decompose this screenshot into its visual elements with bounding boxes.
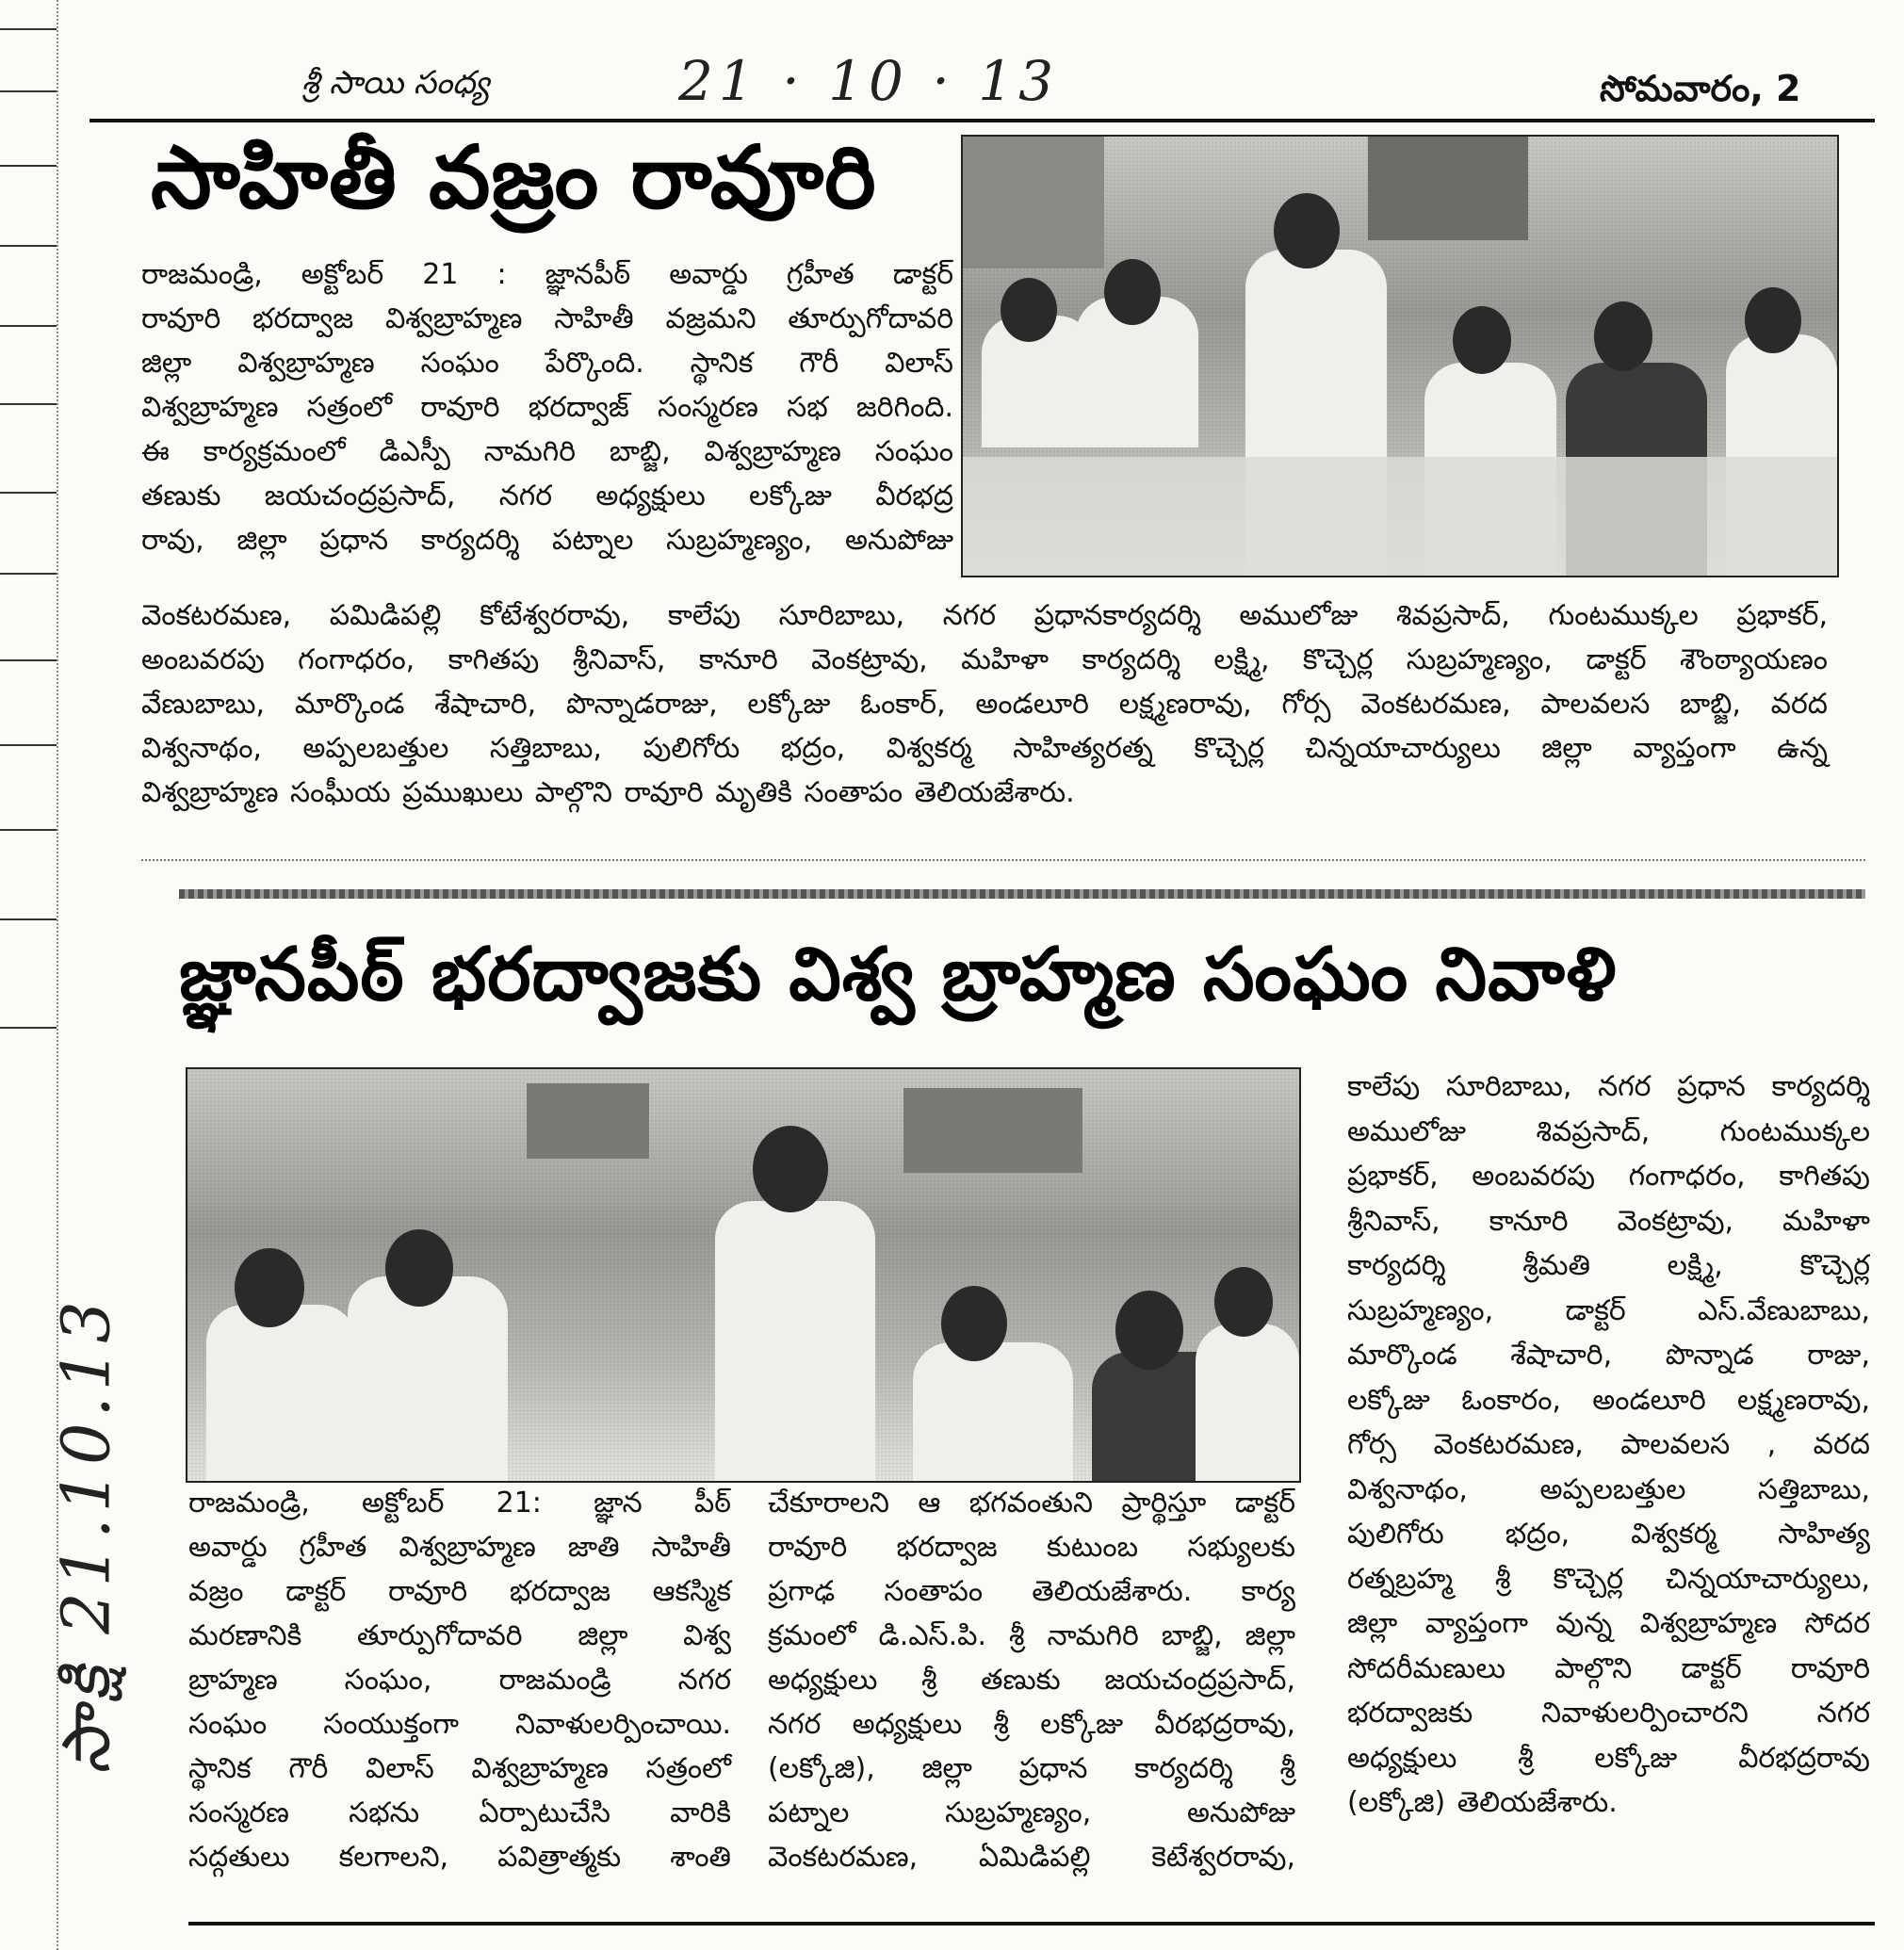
article-one-line: వెంకటరమణ, పమిడిపల్లి కోటేశ్వరరావు, కాలేపు సూరిబాబు, నగర ప్రధానకార్యదర్శి అములోజు శివప్రసాద్, గుంటముక్కల ప్రభాకర్, [141,599,1828,632]
article-two-line: క్రమంలో డి.ఎస్.పి. శ్రీ నామగిరి బాబ్జి, జిల్లా [768,1619,1295,1652]
article-two-line: అధ్యక్షులు శ్రీ తణుకు జయచంద్రప్రసాద్, [768,1664,1295,1697]
article-one-line: రావు, జిల్లా ప్రధాన కార్యదర్శి పట్నాల సుబ్రహ్మణ్యం, అనుపోజు [141,524,953,557]
photo-person [1104,259,1161,325]
article-one-headline: సాహితీ వజ్రం రావూరి [151,127,877,228]
photo-person [1745,287,1801,353]
article-two-line: బ్రాహ్మణ సంఘం, రాజమండ్రి నగర [188,1664,731,1697]
margin-tick [0,28,57,30]
handwritten-date: 21 · 10 · 13 [678,49,1060,113]
photo-person [753,1126,828,1212]
article-two-column-1 [188,1481,731,1879]
photo-wall-frame [903,1088,1082,1173]
margin-tick [0,918,57,920]
photo-wall-frame [527,1083,649,1159]
margin-tick [0,573,57,575]
margin-tick [0,90,57,92]
article-two-line: (లక్కోజి), జిల్లా ప్రధాన కార్యదర్శి శ్రీ [768,1752,1295,1785]
article-two-line: అములోజు శివప్రసాద్, గుంటముక్కల [1347,1114,1870,1148]
article-one-line: జిల్లా విశ్వబ్రాహ్మణ సంఘం పేర్కొంది. స్థానిక గౌరీ విలాస్ [141,347,953,380]
article-two-line: (లక్కోజి) తెలియజేశారు. [1347,1786,1618,1819]
article-two-line: విశ్వనాథం, అప్పలబత్తుల సత్తిబాబు, [1347,1472,1870,1506]
photo-person [1001,278,1057,342]
photo-person [1594,301,1652,371]
article-two-line: వెంకటరమణ, ఏమిడిపల్లి కెటేశ్వరరావు, [768,1841,1295,1874]
article-two-line: అధ్యక్షులు శ్రీ లక్కోజు వీరభద్రరావు [1347,1741,1870,1775]
article-two-line: సుబ్రహ్మణ్యం, డాక్టర్ ఎస్.వేణుబాబు, [1347,1293,1870,1327]
article-two-photo [186,1067,1301,1483]
margin-tick [0,245,57,247]
photo-person [1196,1324,1299,1481]
article-two-line: గోర్స వెంకటరమణ, పాలవలస , వరద [1347,1428,1870,1461]
photo-person [1274,193,1340,268]
article-two-column-3 [1347,1064,1870,1826]
photo-person [206,1305,357,1481]
photo-person [1115,1291,1183,1370]
bottom-rule [188,1922,1875,1926]
day-and-page: సోమవారం, 2 [1600,68,1801,109]
photo-person [941,1286,1007,1361]
article-one-line: తణుకు జయచంద్రప్రసాద్, నగర అధ్యక్షులు లక్కోజు వీరభద్ర [141,479,953,512]
photo-person [1453,306,1511,374]
article-two-line: కాలేపు సూరిబాబు, నగర ప్రధాన కార్యదర్శి [1347,1070,1870,1103]
article-two-line: అవార్డు గ్రహీత విశ్వబ్రాహ్మణ జాతి సాహితీ [188,1531,731,1564]
article-one-line: రావూరి భరద్వాజ విశ్వబ్రాహ్మణ సాహితీ వజ్రమని తూర్పుగోదావరి [141,302,953,335]
article-one-line: విశ్వబ్రాహ్మణ సంఘీయ ప్రముఖులు పాల్గొని రావూరి మృతికి సంతాపం తెలియజేశారు. [141,776,1075,809]
handwritten-margin-note: సాక్షి 21.10.13 [47,1295,125,1775]
article-one-intro [141,252,953,562]
newspaper-name: శ్రీ సాయి సంధ్య [301,64,490,102]
article-one-line: ఈ కార్యక్రమంలో డిఎస్పీ నామగిరి బాబ్జి, విశ్వబ్రాహ్మణ సంఘం [141,435,953,468]
article-one-photo [961,135,1839,577]
article-two-line: పట్నాల సుబ్రహ్మణ్యం, అనుపోజు [768,1796,1295,1829]
article-two-line: మార్కొండ శేషాచారి, పొన్నాడ రాజు, [1347,1339,1870,1372]
article-one-line: విశ్వనాథం, అప్పలబత్తుల సత్తిబాబు, పులిగోరు భద్రం, విశ్వకర్మ సాహిత్యరత్న కొచ్చెర్ల చిన్నయాచార్యులు జిల్లా వ్యాప్తంగా ఉన్న [141,732,1828,765]
article-two-line: సంఘం సంయుక్తంగా నివాళులర్పించాయి. [188,1708,731,1741]
article-two-line: పులిగోరు భద్రం, విశ్వకర్మ సాహిత్య [1347,1518,1870,1551]
article-one-line: విశ్వబ్రాహ్మణ సత్రంలో రావూరి భరద్వాజ్ సంస్మరణ సభ జరిగింది. [141,391,953,424]
margin-tick [0,165,57,167]
article-two-line: రావూరి భరద్వాజ కుటుంబ సభ్యులకు [768,1531,1295,1564]
margin-tick [0,744,57,746]
photo-person [913,1342,1073,1481]
photo-person [235,1248,304,1327]
article-two-column-2 [768,1481,1295,1879]
photo-table [963,457,1837,576]
photo-person [348,1276,508,1481]
article-one-line: రాజమండ్రి, అక్టోబర్ 21 : జ్ఞానపీఠ్ అవార్డు గ్రహీత డాక్టర్ [141,258,953,291]
article-one-line: అంబవరపు గంగాధరం, కాగితపు శ్రీనివాస్, కానూరి వెంకట్రావు, మహిళా కార్యదర్శి లక్ష్మి, కొచ్చెర్ల సుబ్రహ్మణ్యం, డాక్టర్ శౌంఠ్యాయణం [141,643,1828,676]
article-two-line: రత్నబ్రహ్మ శ్రీ కొచ్చెర్ల చిన్నయాచార్యులు, [1347,1562,1870,1596]
article-one-line: వేణుబాబు, మార్కొండ శేషాచారి, పొన్నాడరాజు, లక్కోజు ఓంకార్, అండలూరి లక్ష్మణరావు, గోర్స వెంకటరమణ, పాలవలస బాబ్జి, వరద [141,688,1828,721]
article-two-line: స్థానిక గౌరీ విలాస్ విశ్వబ్రాహ్మణ సత్రంలో [188,1752,731,1785]
article-two-line: శ్రీనివాస్, కానూరి వెంకట్రావు, మహిళా [1347,1204,1870,1238]
article-two-line: చేకూరాలని ఆ భగవంతుని ప్రార్థిస్తూ డాక్టర్ [768,1487,1295,1519]
photo-person [385,1229,453,1307]
margin-tick [0,403,57,405]
article-two-line: నగర అధ్యక్షులు శ్రీ లక్కోజు వీరభద్రరావు, [768,1708,1295,1741]
article-one-body [141,593,1828,815]
article-two-line: రాజమండ్రి, అక్టోబర్ 21: జ్ఞాన పీఠ్ [188,1487,731,1519]
article-two-line: ప్రభాకర్, అంబవరపు గంగాధరం, కాగితపు [1347,1160,1870,1193]
article-two-top-band [179,889,1865,899]
margin-tick [0,325,57,327]
article-two-line: కార్యదర్శి శ్రీమతి లక్ష్మి, కొచ్చెర్ల [1347,1249,1870,1282]
photo-person [1214,1267,1273,1337]
masthead-rule [90,119,1875,122]
article-divider [141,859,1865,861]
photo-person [715,1201,875,1481]
article-two-headline: జ్ఞానపీఠ్ భరద్వాజకు విశ్వ బ్రాహ్మణ సంఘం నివాళి [179,933,1618,1017]
article-two-line: సద్గతులు కలగాలని, పవిత్రాత్మకు శాంతి [188,1841,731,1874]
article-two-line: సంస్మరణ సభను ఏర్పాటుచేసి వారికి [188,1796,731,1829]
article-two-line: వజ్రం డాక్టర్ రావూరి భరద్వాజ ఆకస్మిక [188,1575,731,1608]
article-two-line: ప్రగాఢ సంతాపం తెలియజేశారు. కార్య [768,1575,1295,1608]
photo-wall-frame [1368,137,1528,240]
article-two-line: భరద్వాజకు నివాళులర్పించారని నగర [1347,1697,1870,1730]
article-two-line: సోదరీమణులు పాల్గొని డాక్టర్ రావూరి [1347,1651,1870,1685]
margin-tick [0,659,57,661]
margin-tick [0,492,57,494]
margin-tick [0,1027,57,1029]
photo-wall-frame [963,137,1104,268]
article-two-line: లక్కోజు ఓంకారం, అండలూరి లక్ష్మణరావు, [1347,1383,1870,1417]
article-two-line: జిల్లా వ్యాప్తంగా వున్న విశ్వబ్రాహ్మణ సోదర [1347,1607,1870,1640]
article-two-line: మరణానికి తూర్పుగోదావరి జిల్లా విశ్వ [188,1619,731,1652]
margin-tick [0,829,57,831]
